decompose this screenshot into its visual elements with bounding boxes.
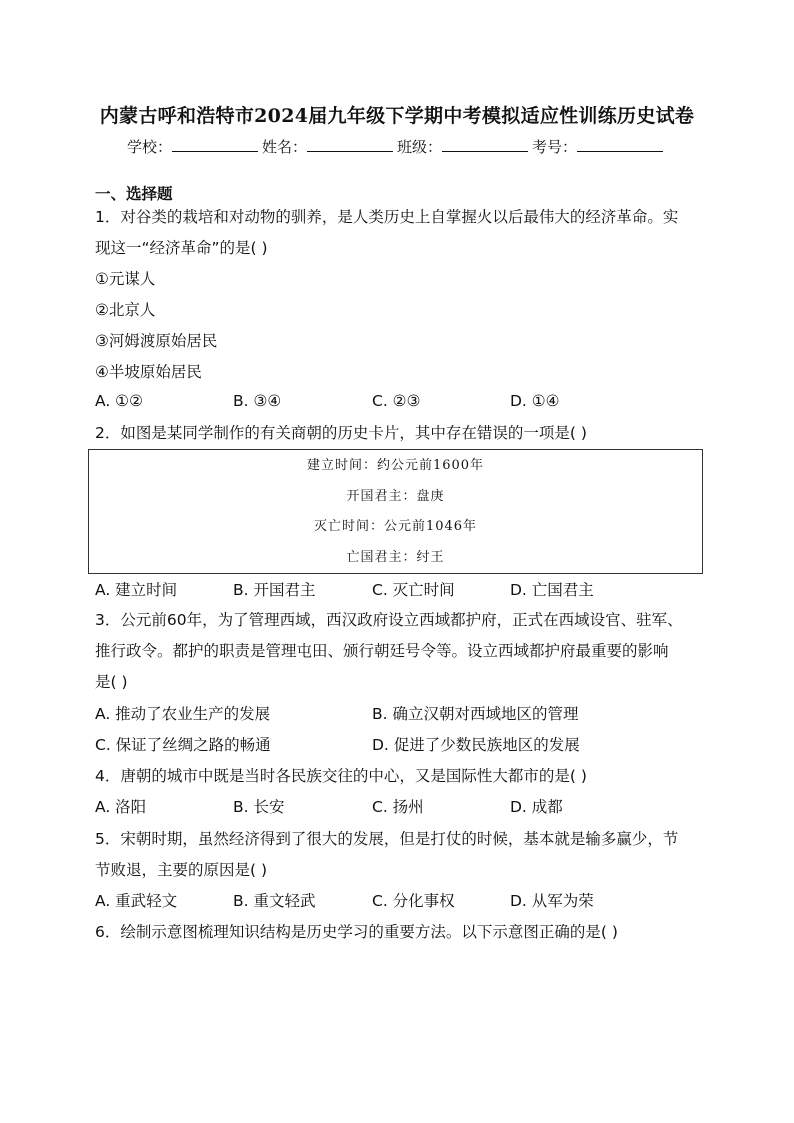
- q4-option-a: A. 洛阳: [95, 798, 147, 816]
- shang-history-card: [88, 449, 703, 574]
- q6-line1: 6．绘制示意图梳理知识结构是历史学习的重要方法。以下示意图正确的是( ): [95, 923, 618, 941]
- q3-line2: 推行政令。都护的职责是管理屯田、颁行朝廷号令等。设立西域都护府最重要的影响: [95, 642, 669, 660]
- q2-line1: 2．如图是某同学制作的有关商朝的历史卡片，其中存在错误的一项是( ): [95, 424, 587, 442]
- q1-option-a: A. ①②: [95, 392, 143, 410]
- student-info-row: [0, 136, 794, 157]
- class-label: 班级：: [397, 138, 443, 156]
- q1-item-2: ②北京人: [95, 301, 156, 319]
- q3-option-b: B. 确立汉朝对西域地区的管理: [372, 705, 579, 723]
- school-label: 学校：: [126, 138, 172, 156]
- q1-option-c: C. ②③: [372, 392, 421, 410]
- q4-option-c: C. 扬州: [372, 798, 424, 816]
- name-label: 姓名：: [261, 138, 307, 156]
- q2-option-b: B. 开国君主: [233, 581, 316, 599]
- q3-line1: 3．公元前60年，为了管理西域，西汉政府设立西域都护府，正式在西域设官、驻军、: [95, 611, 683, 629]
- q4-option-d: D. 成都: [510, 798, 563, 816]
- card-row-fall-time: 灭亡时间：公元前1046年: [313, 519, 478, 534]
- q4-option-b: B. 长安: [233, 798, 285, 816]
- class-blank: [442, 137, 528, 152]
- q1-option-d: D. ①④: [510, 392, 560, 410]
- section-heading: 一、选择题: [95, 185, 173, 203]
- card-row-founder: 开国君主：盘庚: [346, 489, 445, 504]
- q3-option-d: D. 促进了少数民族地区的发展: [372, 736, 580, 754]
- q5-option-a: A. 重武轻文: [95, 892, 178, 910]
- q1-item-4: ④半坡原始居民: [95, 363, 202, 381]
- q2-option-c: C. 灭亡时间: [372, 581, 455, 599]
- q5-line1: 5．宋朝时期，虽然经济得到了很大的发展，但是打仗的时候，基本就是输多赢少，节: [95, 830, 679, 848]
- number-label: 考号：: [532, 138, 578, 156]
- exam-title: 内蒙古呼和浩特市2024届九年级下学期中考模拟适应性训练历史试卷: [99, 105, 695, 127]
- card-row-founding-time: 建立时间：约公元前1600年: [306, 458, 485, 473]
- name-blank: [307, 137, 393, 152]
- q2-option-a: A. 建立时间: [95, 581, 178, 599]
- q5-option-d: D. 从军为荣: [510, 892, 594, 910]
- q3-line3: 是( ): [95, 673, 128, 691]
- q2-option-d: D. 亡国君主: [510, 581, 594, 599]
- q1-line2: 现这一“经济革命”的是( ): [95, 239, 268, 257]
- number-blank: [577, 137, 663, 152]
- q5-option-b: B. 重文轻武: [233, 892, 316, 910]
- q3-option-c: C. 保证了丝绸之路的畅通: [95, 736, 271, 754]
- school-blank: [172, 137, 258, 152]
- q5-line2: 节败退，主要的原因是( ): [95, 861, 268, 879]
- q1-item-1: ①元谋人: [95, 270, 156, 288]
- q4-line1: 4．唐朝的城市中既是当时各民族交往的中心，又是国际性大都市的是( ): [95, 767, 587, 785]
- q5-option-c: C. 分化事权: [372, 892, 455, 910]
- q1-line1: 1．对谷类的栽培和对动物的驯养，是人类历史上自掌握火以后最伟大的经济革命。实: [95, 208, 679, 226]
- q1-item-3: ③河姆渡原始居民: [95, 332, 218, 350]
- q1-option-b: B. ③④: [233, 392, 282, 410]
- card-row-last-ruler: 亡国君主：纣王: [346, 550, 445, 565]
- q3-option-a: A. 推动了农业生产的发展: [95, 705, 271, 723]
